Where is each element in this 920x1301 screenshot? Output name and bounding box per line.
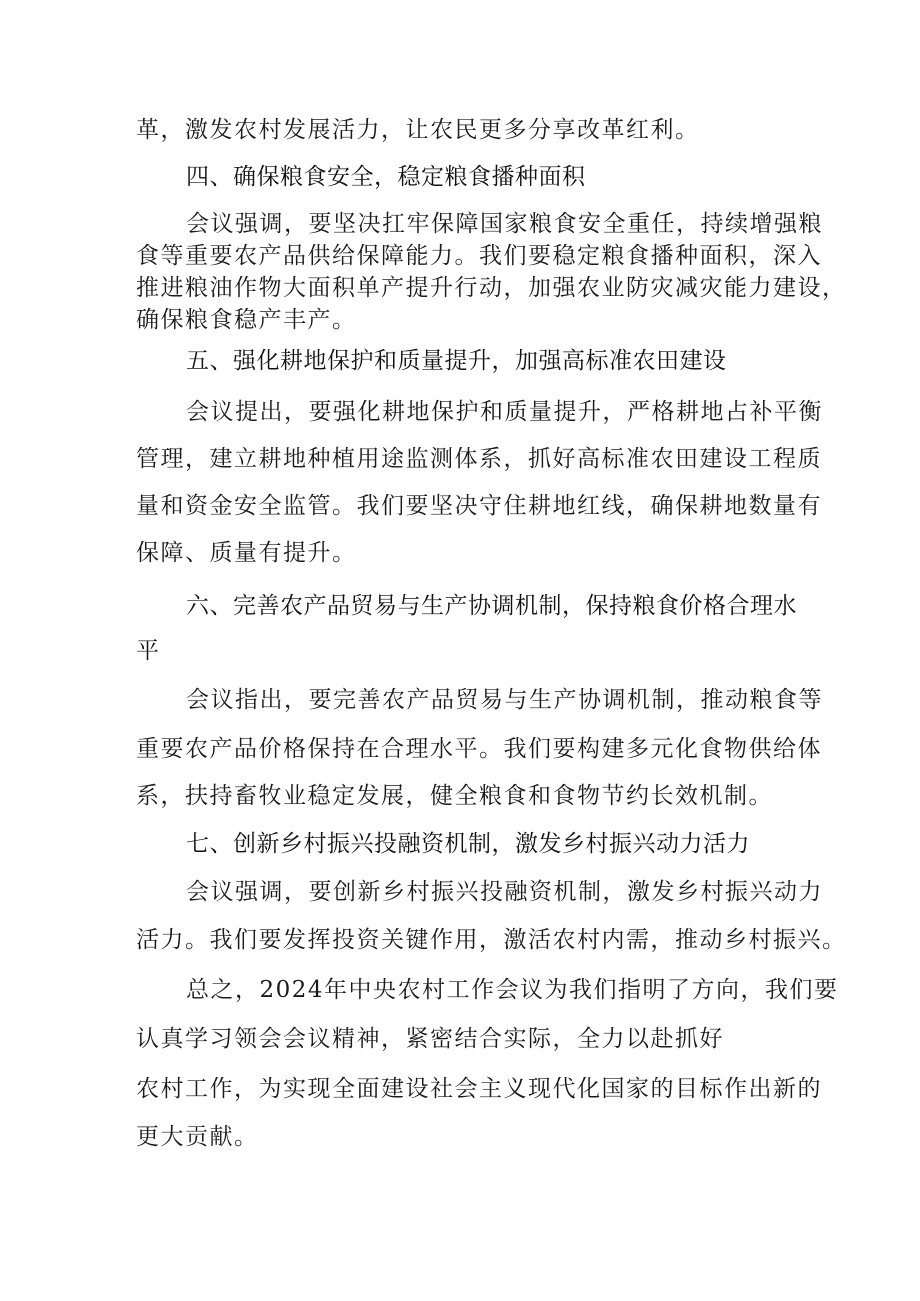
paragraph-section-5-line-2: 管理，建立耕地种植用途监测体系，抓好高标准农田建设工程质 bbox=[136, 446, 822, 472]
paragraph-section-7-line-2: 活力。我们要发挥投资关键作用，激活农村内需，推动乡村振兴。 bbox=[136, 927, 847, 953]
paragraph-section-4-line-3: 推进粮油作物大面积单产提升行动，加强农业防灾减灾能力建设， bbox=[136, 275, 847, 301]
paragraph-intro-tail: 革，激发农村发展活力，让农民更多分享改革红利。 bbox=[136, 117, 700, 143]
paragraph-section-4-line-1: 会议强调，要坚决扛牢保障国家粮食安全重任，持续增强粮 bbox=[186, 211, 823, 237]
paragraph-conclusion-line-2: 认真学习领会会议精神，紧密结合实际，全力以赴抓好 bbox=[136, 1026, 724, 1052]
paragraph-section-6-line-2: 重要农产品价格保持在合理水平。我们要构建多元化食物供给体 bbox=[136, 736, 822, 762]
paragraph-conclusion-line-3: 农村工作，为实现全面建设社会主义现代化国家的目标作出新的 bbox=[136, 1076, 822, 1102]
heading-section-6-line-2: 平 bbox=[136, 638, 160, 664]
paragraph-section-5-line-3: 量和资金安全监管。我们要坚决守住耕地红线，确保耕地数量有 bbox=[136, 493, 822, 519]
paragraph-conclusion-line-1: 总之，2024年中央农村工作会议为我们指明了方向，我们要 bbox=[186, 977, 839, 1003]
paragraph-section-7-line-1: 会议强调，要创新乡村振兴投融资机制，激发乡村振兴动力 bbox=[186, 879, 823, 905]
paragraph-section-5-line-4: 保障、质量有提升。 bbox=[136, 540, 357, 566]
paragraph-section-5-line-1: 会议提出，要强化耕地保护和质量提升，严格耕地占补平衡 bbox=[186, 399, 823, 425]
heading-section-5: 五、强化耕地保护和质量提升，加强高标准农田建设 bbox=[186, 348, 727, 374]
paragraph-conclusion-line-4: 更大贡献。 bbox=[136, 1124, 259, 1150]
heading-section-7: 七、创新乡村振兴投融资机制，激发乡村振兴动力活力 bbox=[186, 831, 750, 857]
heading-section-6-line-1: 六、完善农产品贸易与生产协调机制，保持粮食价格合理水 bbox=[186, 593, 797, 619]
paragraph-section-4-line-2: 食等重要农产品供给保障能力。我们要稳定粮食播种面积，深入 bbox=[136, 243, 822, 269]
heading-section-4: 四、确保粮食安全，稳定粮食播种面积 bbox=[186, 164, 586, 190]
paragraph-section-6-line-1: 会议指出，要完善农产品贸易与生产协调机制，推动粮食等 bbox=[186, 687, 823, 713]
paragraph-section-6-line-3: 系，扶持畜牧业稳定发展，健全粮食和食物节约长效机制。 bbox=[136, 783, 773, 809]
paragraph-section-4-line-4: 确保粮食稳产丰产。 bbox=[136, 307, 357, 333]
